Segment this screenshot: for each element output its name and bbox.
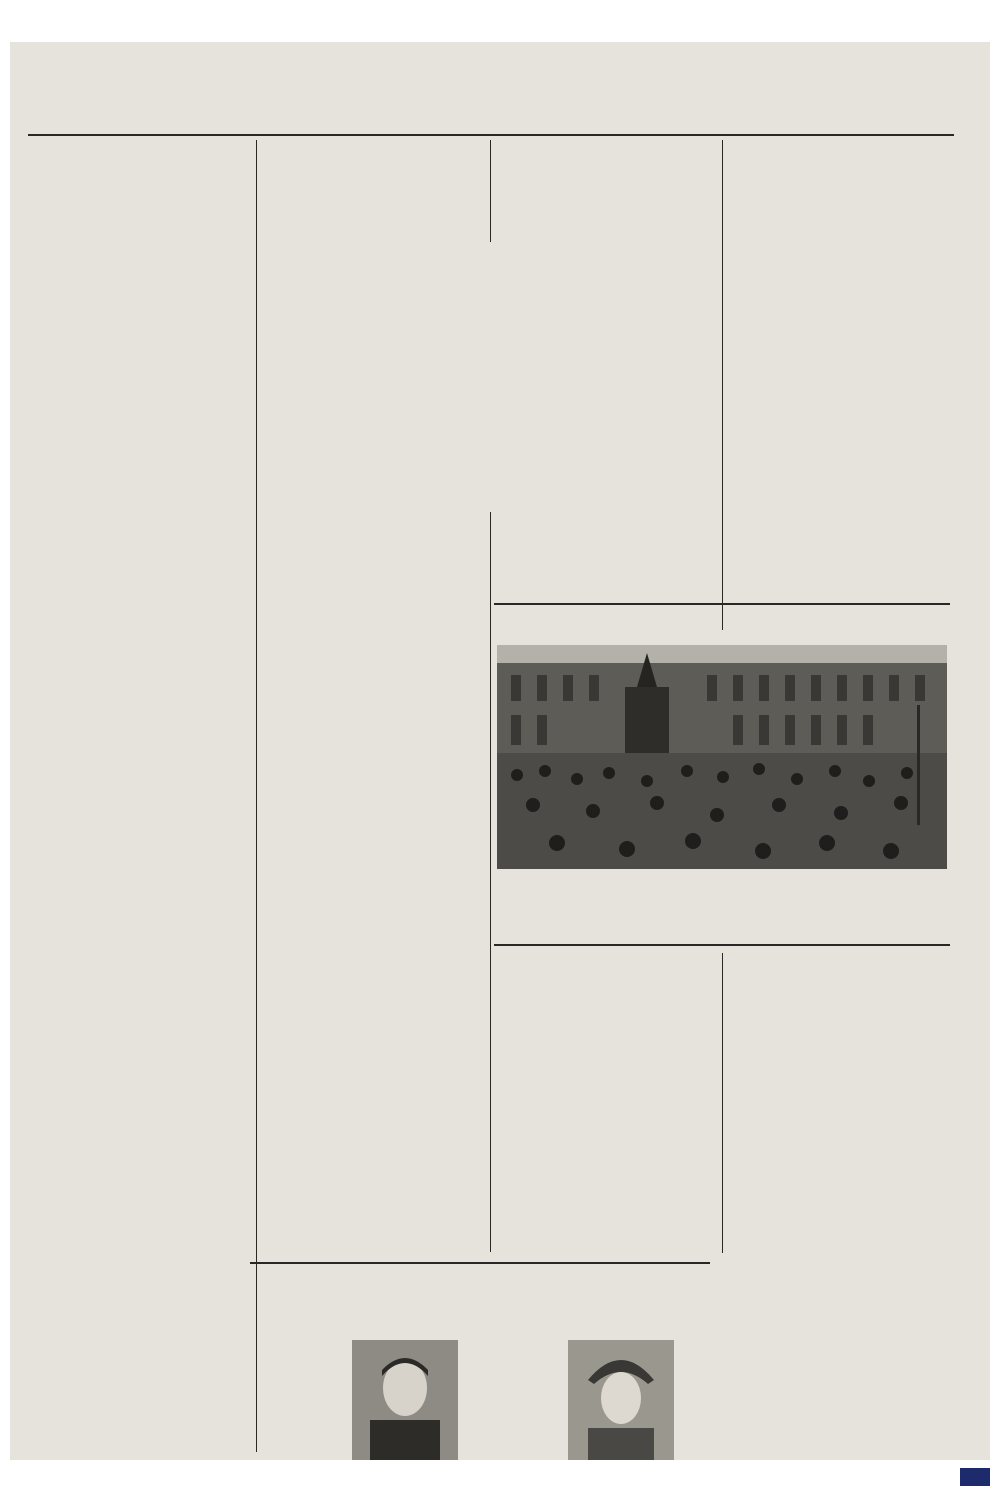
person-quote [252,1340,348,1460]
column-1 [28,140,252,1452]
section-heading-weltrevolution [262,244,720,274]
section-1-right [495,280,719,460]
column-3-top [495,140,719,240]
column-divider [256,140,257,1452]
photo-caption [505,874,945,938]
portrait-image [352,1340,458,1460]
person-photo [568,1340,674,1460]
photo-winternothilfe [497,645,947,869]
column-divider [722,140,723,630]
photo-rule [494,603,950,605]
photo-rule [494,944,950,946]
photo-image [497,645,947,869]
section-2-col-3 [495,512,719,592]
column-4-top [727,140,949,626]
column-divider [490,140,491,242]
section-2-col-2 [262,512,486,1242]
headline-rule [28,134,954,136]
column-2-top [262,140,486,235]
lower-col-4 [727,953,949,1271]
column-divider [490,512,491,1252]
frage-rule [250,1262,710,1264]
dfg-logo [960,1468,990,1486]
person-quote [466,1340,562,1460]
section-heading-kampf-gegen-gott [262,478,720,508]
section-1-left [262,280,486,460]
portrait-image [568,1340,674,1460]
column-divider [722,953,723,1253]
person-photo [352,1340,458,1460]
lower-col-3 [495,953,719,1253]
